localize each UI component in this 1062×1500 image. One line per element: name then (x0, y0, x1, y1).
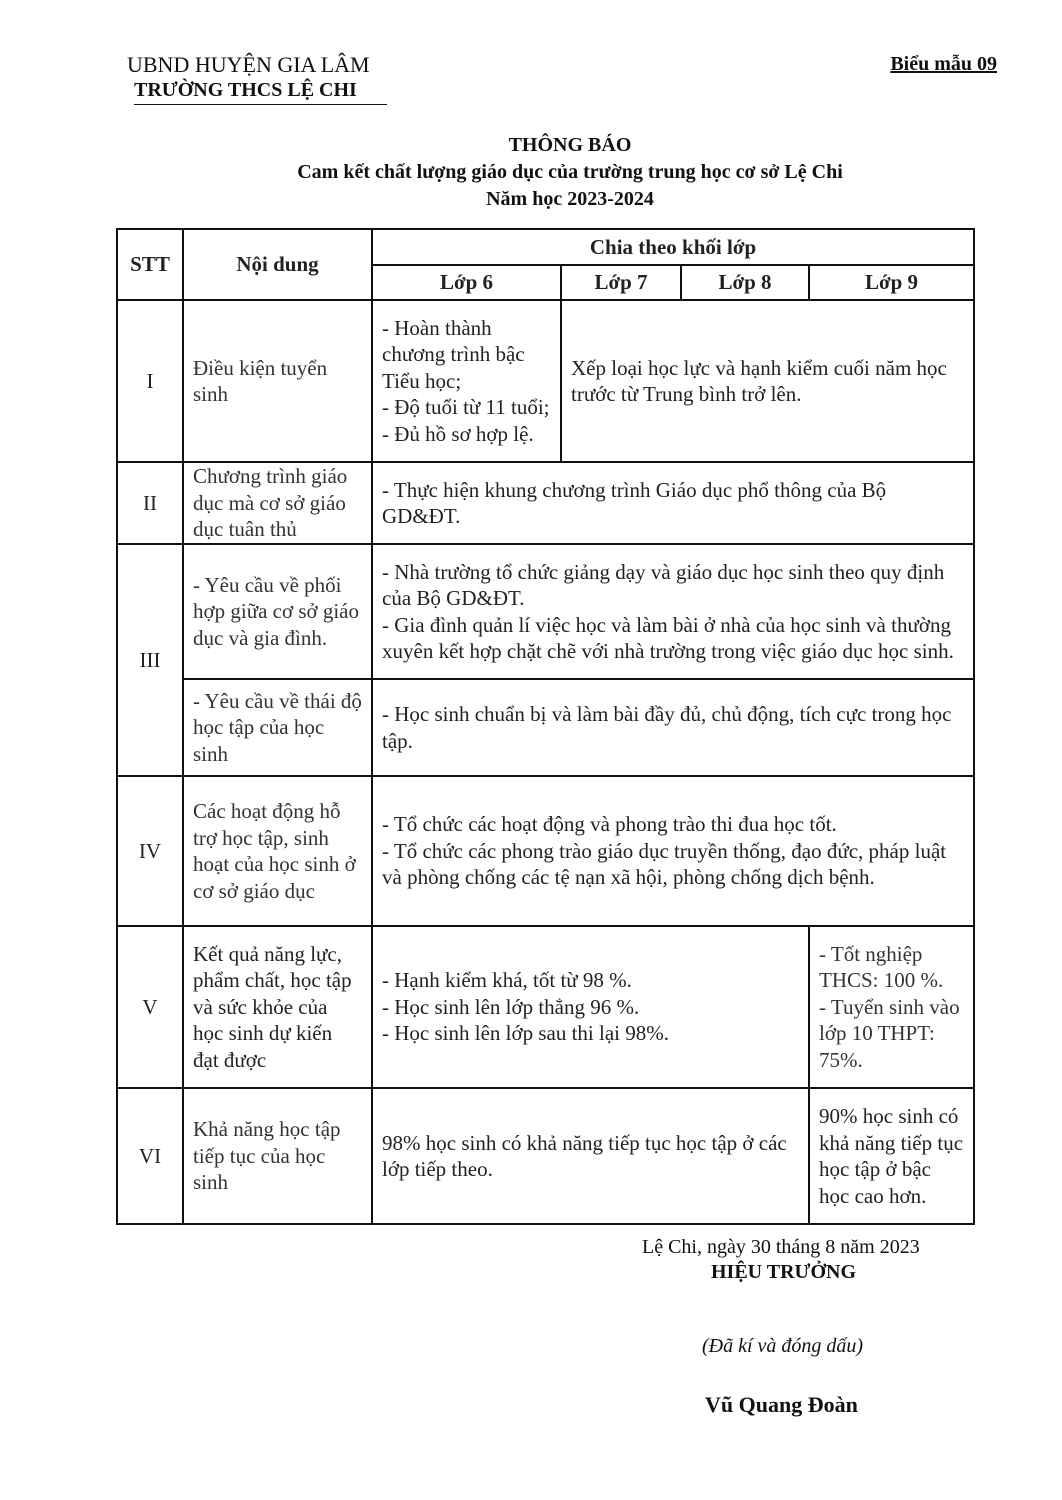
row-number: I (117, 300, 183, 462)
header-stt: STT (117, 229, 183, 300)
header-grade-8: Lớp 8 (681, 265, 809, 300)
signer-role: HIỆU TRƯỞNG (711, 1261, 857, 1283)
table-row (117, 462, 974, 544)
table-row (117, 679, 974, 776)
cell-line: - Gia đình quản lí việc học và làm bài ở nhà của học sinh và thường xuyên kết hợp chặt chẽ với nhà trường trong việc giáo dục học sinh. (382, 612, 954, 663)
school-name: TRƯỜNG THCS LỆ CHI (134, 79, 387, 105)
all-grades-cell (372, 544, 974, 679)
row-content: - Yêu cầu về phối hợp giữa cơ sở giáo dục và gia đình. (183, 544, 372, 679)
school-year: Năm học 2023-2024 (486, 188, 654, 210)
document-title-block (0, 132, 1062, 213)
all-grades-cell: - Học sinh chuẩn bị và làm bài đầy đủ, chủ động, tích cực trong học tập. (372, 679, 974, 776)
table-header-row (117, 229, 974, 265)
table-row (117, 300, 974, 462)
cell-line: - Độ tuổi từ 11 tuổi; (382, 395, 550, 420)
header-content: Nội dung (183, 229, 372, 300)
commitment-table (116, 228, 975, 1225)
table-row (117, 544, 974, 679)
grade9-cell: 90% học sinh có khả năng tiếp tục học tập ở bậc học cao hơn. (809, 1088, 974, 1224)
cell-line: - Hoàn thành chương trình bậc Tiểu học; (382, 315, 525, 393)
grade6-cell (372, 300, 561, 462)
signature-note: (Đã kí và đóng dấu) (702, 1335, 864, 1357)
all-grades-cell (372, 776, 974, 926)
grade9-cell (809, 926, 974, 1088)
cell-line: - Đủ hồ sơ hợp lệ. (382, 421, 534, 446)
row-number: VI (117, 1088, 183, 1224)
row-number: III (117, 544, 183, 776)
cell-line: - Học sinh lên lớp sau thi lại 98%. (382, 1021, 669, 1046)
table-row (117, 926, 974, 1088)
all-grades-cell: - Thực hiện khung chương trình Giáo dục phổ thông của Bộ GD&ĐT. (372, 462, 974, 544)
form-code: Biểu mẫu 09 (890, 53, 997, 75)
cell-line: - Học sinh lên lớp thẳng 96 %. (382, 994, 640, 1019)
place-date: Lệ Chi, ngày 30 tháng 8 năm 2023 (642, 1236, 920, 1258)
grade7to9-cell: Xếp loại học lực và hạnh kiểm cuối năm học trước từ Trung bình trở lên. (561, 300, 974, 462)
cell-line: - Tổ chức các phong trào giáo dục truyền thống, đạo đức, pháp luật và phòng chống các tệ nạn xã hội, phòng chống dịch bệnh. (382, 838, 947, 890)
row-content: Khả năng học tập tiếp tục của học sinh (183, 1088, 372, 1224)
header-grade-group: Chia theo khối lớp (372, 229, 974, 265)
row-content: - Yêu cầu về thái độ học tập của học sinh (183, 679, 372, 776)
signer-name: Vũ Quang Đoàn (705, 1392, 858, 1417)
header-grade-6: Lớp 6 (372, 265, 561, 300)
table-row (117, 1088, 974, 1224)
document-title: THÔNG BÁO (508, 134, 632, 156)
cell-line: - Tốt nghiệp THCS: 100 %. (819, 941, 944, 993)
row-content: Các hoạt động hỗ trợ học tập, sinh hoạt của học sinh ở cơ sở giáo dục (183, 776, 372, 926)
row-content: Kết quả năng lực, phẩm chất, học tập và sức khỏe của học sinh dự kiến đạt được (183, 926, 372, 1088)
cell-line: - Nhà trường tổ chức giảng dạy và giáo dục học sinh theo quy định của Bộ GD&ĐT. (382, 559, 945, 610)
table-row (117, 776, 974, 926)
row-number: V (117, 926, 183, 1088)
header-grade-9: Lớp 9 (809, 265, 974, 300)
row-content: Chương trình giáo dục mà cơ sở giáo dục tuân thủ (183, 462, 372, 544)
row-number: II (117, 462, 183, 544)
document-subtitle: Cam kết chất lượng giáo dục của trường trung học cơ sở Lệ Chi (297, 161, 843, 183)
cell-line: - Tuyển sinh vào lớp 10 THPT: 75%. (819, 994, 960, 1072)
grade6to8-cell: 98% học sinh có khả năng tiếp tục học tập ở các lớp tiếp theo. (372, 1088, 809, 1224)
authority-name: UBND HUYỆN GIA LÂM (127, 52, 370, 77)
row-number: IV (117, 776, 183, 926)
cell-line: - Hạnh kiểm khá, tốt từ 98 %. (382, 968, 632, 993)
header-grade-7: Lớp 7 (561, 265, 681, 300)
row-content: Điều kiện tuyển sinh (183, 300, 372, 462)
cell-line: - Tổ chức các hoạt động và phong trào thi đua học tốt. (382, 812, 837, 837)
grade6to8-cell (372, 926, 809, 1088)
